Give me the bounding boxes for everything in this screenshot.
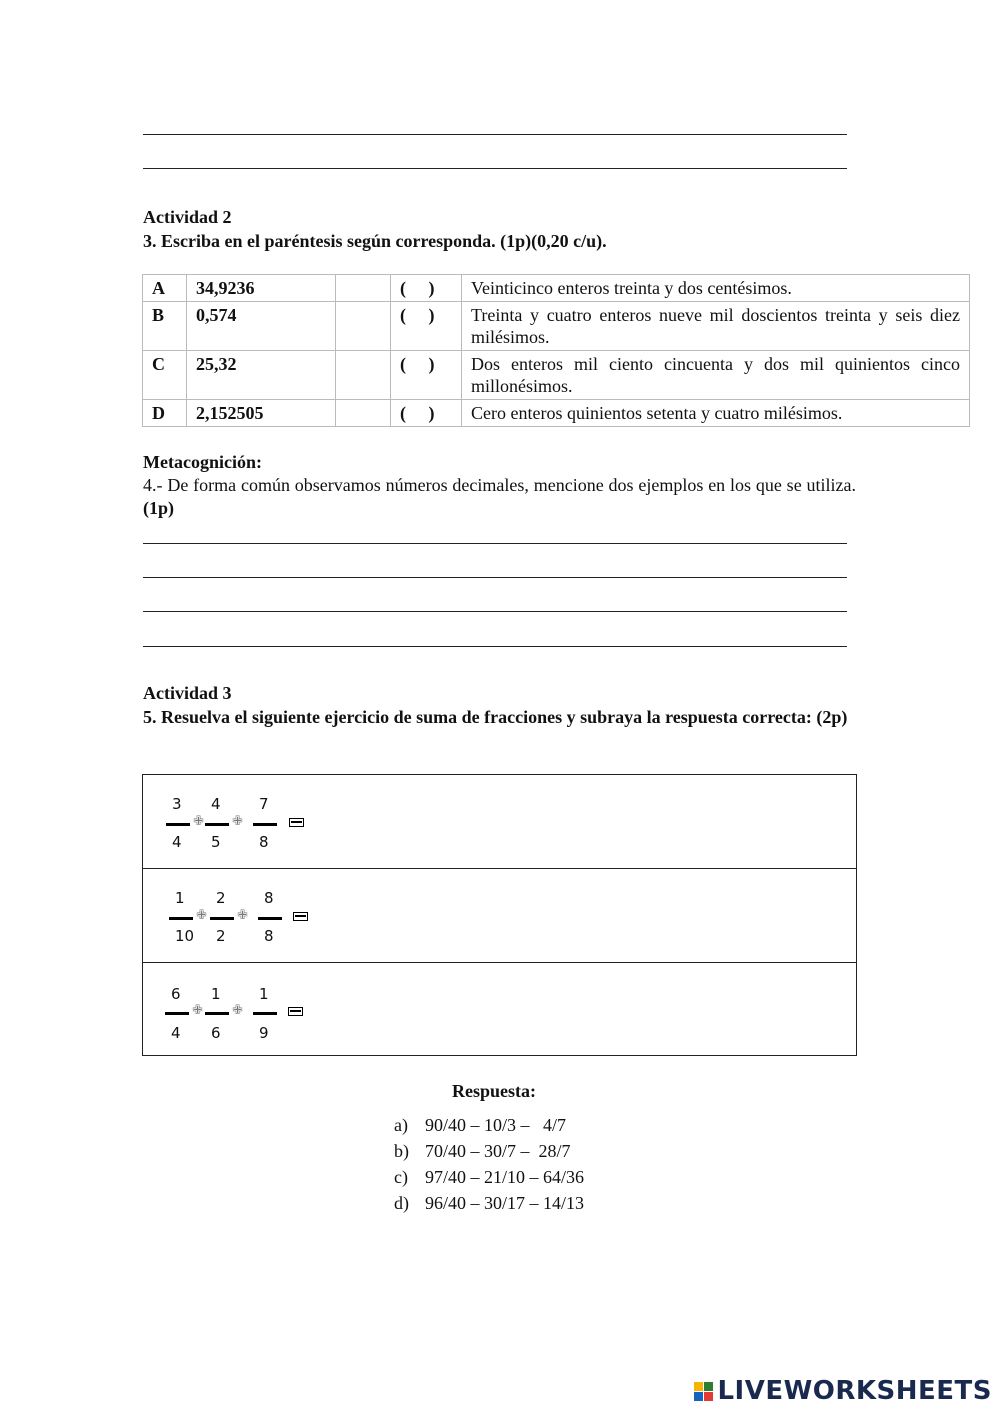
fraction-denominator: 10	[175, 927, 195, 945]
fraction-numerator: 6	[171, 985, 181, 1003]
plus-icon: ✙	[196, 908, 207, 923]
fraction-bar	[205, 823, 229, 826]
plus-icon: ✙	[192, 1003, 203, 1018]
fraction-exercise[interactable]	[143, 868, 856, 962]
match-row	[143, 400, 970, 427]
fraction-denominator: 8	[259, 833, 269, 851]
match-answer-paren[interactable]: ( )	[391, 400, 462, 427]
metacognition-question-text: 4.- De forma común observamos números decimales, mencione dos ejemplos en los que se utiliza.	[143, 475, 856, 495]
answer-option-text: 96/40 – 30/17 – 14/13	[425, 1193, 585, 1213]
match-number: 34,9236	[187, 275, 336, 302]
fraction-numerator: 2	[216, 889, 226, 907]
fraction-denominator: 9	[259, 1024, 269, 1042]
match-description: Treinta y cuatro enteros nueve mil doscientos treinta y seis diez milésimos.	[462, 302, 970, 351]
equals-icon	[289, 818, 304, 827]
fraction-numerator: 1	[175, 889, 185, 907]
answer-option-label: d)	[394, 1193, 409, 1213]
fraction-denominator: 2	[216, 927, 226, 945]
logo-square	[694, 1382, 703, 1391]
brand-name: LIVEWORKSHEETS	[717, 1376, 992, 1406]
answer-option[interactable]	[394, 1112, 584, 1138]
metacognition-title: Metacognición:	[143, 452, 262, 472]
fraction-denominator: 4	[172, 833, 182, 851]
fraction-numerator: 7	[259, 795, 269, 813]
plus-icon: ✙	[232, 1003, 243, 1018]
answer-option[interactable]	[394, 1138, 584, 1164]
match-row	[143, 275, 970, 302]
fraction-numerator: 4	[211, 795, 221, 813]
match-row	[143, 351, 970, 400]
match-empty-cell	[336, 400, 391, 427]
match-description: Veinticinco enteros treinta y dos centésimos.	[462, 275, 970, 302]
answer-line[interactable]	[143, 134, 847, 135]
logo-mark-icon	[694, 1382, 713, 1401]
fraction-bar	[166, 823, 190, 826]
match-letter: B	[143, 302, 187, 351]
fraction-bar	[205, 1012, 229, 1015]
match-answer-paren[interactable]: ( )	[391, 275, 462, 302]
fraction-bar	[169, 917, 193, 920]
answer-option-label: b)	[394, 1141, 409, 1161]
match-empty-cell	[336, 302, 391, 351]
answer-options	[394, 1112, 584, 1216]
plus-icon: ✙	[232, 814, 243, 829]
logo-square	[704, 1392, 713, 1401]
answer-option-label: a)	[394, 1115, 408, 1135]
answer-line[interactable]	[143, 577, 847, 578]
logo-square	[694, 1392, 703, 1401]
match-description: Dos enteros mil ciento cincuenta y dos mil quinientos cinco millonésimos.	[462, 351, 970, 400]
match-empty-cell	[336, 275, 391, 302]
metacognition-question	[143, 474, 856, 520]
match-answer-paren[interactable]: ( )	[391, 302, 462, 351]
match-letter: D	[143, 400, 187, 427]
answer-title: Respuesta:	[452, 1081, 536, 1101]
matching-table	[142, 274, 970, 427]
activity2-question: 3. Escriba en el paréntesis según corresponda. (1p)(0,20 c/u).	[143, 231, 607, 251]
fraction-bar	[253, 823, 277, 826]
answer-line[interactable]	[143, 543, 847, 544]
activity3-question: 5. Resuelva el siguiente ejercicio de suma de fracciones y subraya la respuesta correcta: (2p)	[143, 707, 848, 727]
answer-option-label: c)	[394, 1167, 408, 1187]
match-letter: C	[143, 351, 187, 400]
logo-square	[704, 1382, 713, 1391]
match-number: 0,574	[187, 302, 336, 351]
answer-option-text: 90/40 – 10/3 – 4/7	[425, 1115, 567, 1135]
fraction-exercise[interactable]	[143, 775, 856, 868]
fraction-bar	[165, 1012, 189, 1015]
fraction-exercise[interactable]	[143, 962, 856, 1056]
match-empty-cell	[336, 351, 391, 400]
match-row	[143, 302, 970, 351]
fraction-numerator: 3	[172, 795, 182, 813]
answer-option-text: 97/40 – 21/10 – 64/36	[425, 1167, 585, 1187]
answer-option[interactable]	[394, 1190, 584, 1216]
liveworksheets-logo	[694, 1376, 992, 1406]
match-number: 25,32	[187, 351, 336, 400]
metacognition-points: (1p)	[143, 498, 174, 518]
equals-icon	[288, 1007, 303, 1016]
answer-line[interactable]	[143, 168, 847, 169]
fraction-denominator: 5	[211, 833, 221, 851]
match-description: Cero enteros quinientos setenta y cuatro milésimos.	[462, 400, 970, 427]
fraction-bar	[258, 917, 282, 920]
fraction-bar	[210, 917, 234, 920]
fraction-bar	[253, 1012, 277, 1015]
answer-line[interactable]	[143, 611, 847, 612]
match-number: 2,152505	[187, 400, 336, 427]
activity2-title: Actividad 2	[143, 207, 232, 227]
fraction-denominator: 4	[171, 1024, 181, 1042]
match-letter: A	[143, 275, 187, 302]
fraction-denominator: 6	[211, 1024, 221, 1042]
equals-icon	[293, 912, 308, 921]
fraction-denominator: 8	[264, 927, 274, 945]
plus-icon: ✙	[193, 814, 204, 829]
answer-option-text: 70/40 – 30/7 – 28/7	[425, 1141, 571, 1161]
fraction-numerator: 1	[259, 985, 269, 1003]
plus-icon: ✙	[237, 908, 248, 923]
fraction-numerator: 1	[211, 985, 221, 1003]
match-answer-paren[interactable]: ( )	[391, 351, 462, 400]
answer-option[interactable]	[394, 1164, 584, 1190]
fraction-exercises	[142, 774, 857, 1056]
answer-line[interactable]	[143, 646, 847, 647]
activity3-title: Actividad 3	[143, 683, 232, 703]
fraction-numerator: 8	[264, 889, 274, 907]
